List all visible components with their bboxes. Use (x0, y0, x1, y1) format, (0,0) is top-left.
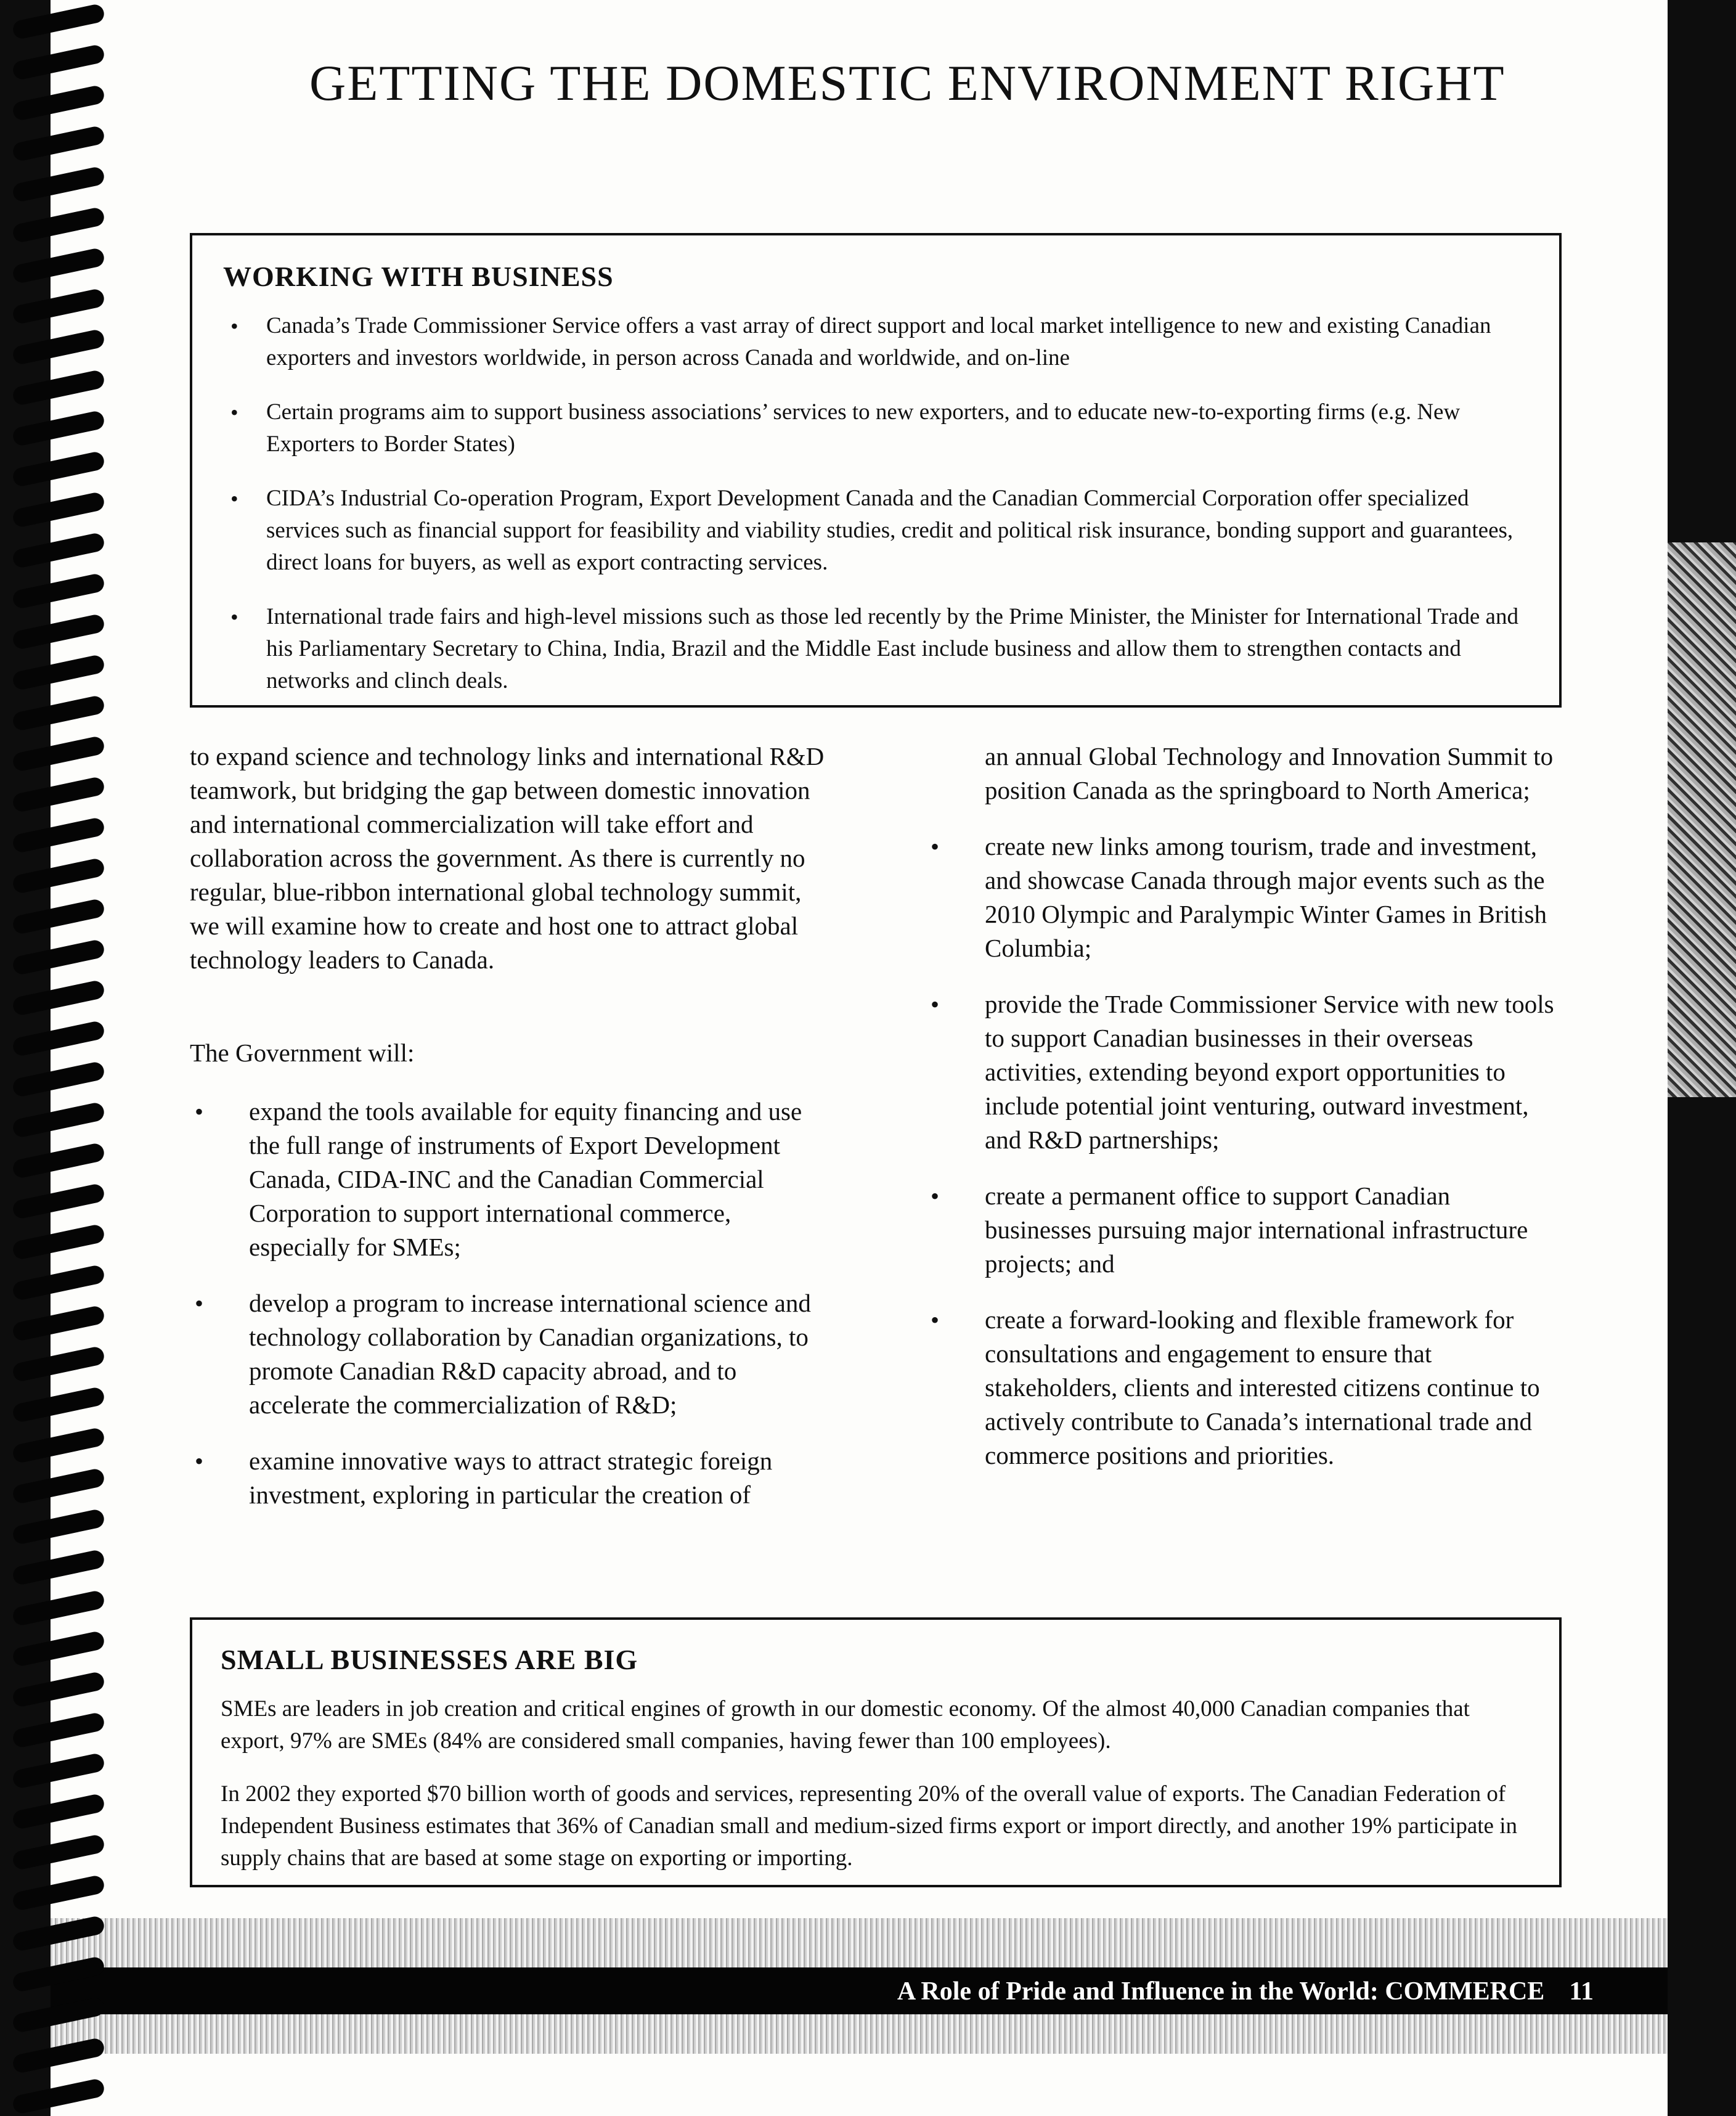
bullet-icon: • (931, 991, 940, 1018)
list-item: • create a permanent office to support Canadian businesses pursuing major international infrastructure projects; and (926, 1179, 1560, 1281)
list-item: • develop a program to increase international science and technology collaboration by Canadian organizations, to promote Canadian R&D capacity abroad, and to accelerate the commercialization of R&D; (190, 1286, 825, 1422)
document-page (51, 0, 1668, 2116)
bullet-icon: • (931, 1182, 940, 1210)
spiral-binding-icon (0, 0, 123, 2116)
list-item: • provide the Trade Commissioner Service with new tools to support Canadian businesses in their overseas activities, extending beyond export opportunities to include potential joint venturing, outward investment, and R&D partnerships; (926, 987, 1560, 1157)
bullet-icon: • (195, 1289, 204, 1317)
left-column (190, 740, 825, 1534)
list-item: • CIDA’s Industrial Co-operation Program, Export Development Canada and the Canadian Commercial Corporation offer specialized services such as financial support for feasibility and viability studies, credit and political risk insurance, bonding support and guarantees, direct loans for buyers, as well as export contracting services. (223, 483, 1528, 579)
bullet-icon: • (931, 1306, 940, 1334)
list-item: • create new links among tourism, trade and investment, and showcase Canada through major events such as the 2010 Olympic and Paralympic Winter Games in British Columbia; (926, 830, 1560, 965)
bullet-icon: • (931, 833, 940, 860)
box-paragraph: SMEs are leaders in job creation and critical engines of growth in our domestic economy. Of the almost 40,000 Canadian companies that export, 97% are SMEs (84% are considered small companies, having fewer than 100 employees). (221, 1696, 1470, 1754)
list-item: • expand the tools available for equity financing and use the full range of instruments of Export Development Canada, CIDA-INC and the Canadian Commercial Corporation to support international commerce, especially for SMEs; (190, 1095, 825, 1264)
small-businesses-box (190, 1617, 1562, 1887)
box-title: WORKING WITH BUSINESS (223, 261, 614, 292)
box-bullet-list (223, 310, 1528, 697)
bullet-icon: • (195, 1098, 204, 1125)
bullet-icon: • (230, 486, 238, 511)
government-will-heading: The Government will: (190, 1039, 415, 1067)
working-with-business-box (190, 233, 1562, 708)
footer-title: A Role of Pride and Influence in the World: COMMERCE (897, 1977, 1545, 2006)
list-item: • Certain programs aim to support business associations’ services to new exporters, and to educate new-to-exporting firms (e.g. New Exporters to Border States) (223, 396, 1528, 460)
bullet-icon: • (230, 400, 238, 425)
list-item-continued: an annual Global Technology and Innovation Summit to position Canada as the springboard to North America; (985, 742, 1554, 804)
list-item: • International trade fairs and high-level missions such as those led recently by the Prime Minister, the Minister for International Trade and his Parliamentary Secretary to China, India, Brazil and the Middle East include business and allow them to strengthen contacts and networks and clinch deals. (223, 601, 1528, 697)
left-bullet-list (190, 1095, 825, 1512)
bullet-icon: • (195, 1447, 204, 1475)
scan-edge-texture (1668, 542, 1736, 1097)
bullet-icon: • (230, 605, 238, 629)
list-item: • examine innovative ways to attract strategic foreign investment, exploring in particular the creation of (190, 1444, 825, 1512)
page-title: GETTING THE DOMESTIC ENVIRONMENT RIGHT (309, 55, 1506, 111)
intro-paragraph: to expand science and technology links and international R&D teamwork, but bridging the gap between domestic innovation and international commercialization will take effort and collaboration across the government. As there is currently no regular, blue-ribbon international global technology summit, we will examine how to create and host one to attract global technology leaders to Canada. (190, 742, 825, 974)
list-item: • create a forward-looking and flexible framework for consultations and engagement to ensure that stakeholders, clients and interested citizens continue to actively contribute to Canada’s international trade and commerce positions and priorities. (926, 1303, 1560, 1473)
bullet-icon: • (230, 314, 238, 338)
box-paragraph: In 2002 they exported $70 billion worth of goods and services, representing 20% of the overall value of exports. The Canadian Federation of Independent Business estimates that 36% of Canadian small and medium-sized firms export or import directly, and another 19% participate in supply chains that are based at some stage on exporting or importing. (221, 1781, 1517, 1871)
right-bullet-list (926, 740, 1560, 1473)
list-item: • Canada’s Trade Commissioner Service offers a vast array of direct support and local market intelligence to new and existing Canadian exporters and investors worldwide, in person across Canada and worldwide, and on-line (223, 310, 1528, 374)
box-title: SMALL BUSINESSES ARE BIG (221, 1644, 638, 1675)
page-number: 11 (1569, 1977, 1594, 2006)
right-column (926, 740, 1560, 1495)
running-footer (897, 1970, 1594, 2013)
